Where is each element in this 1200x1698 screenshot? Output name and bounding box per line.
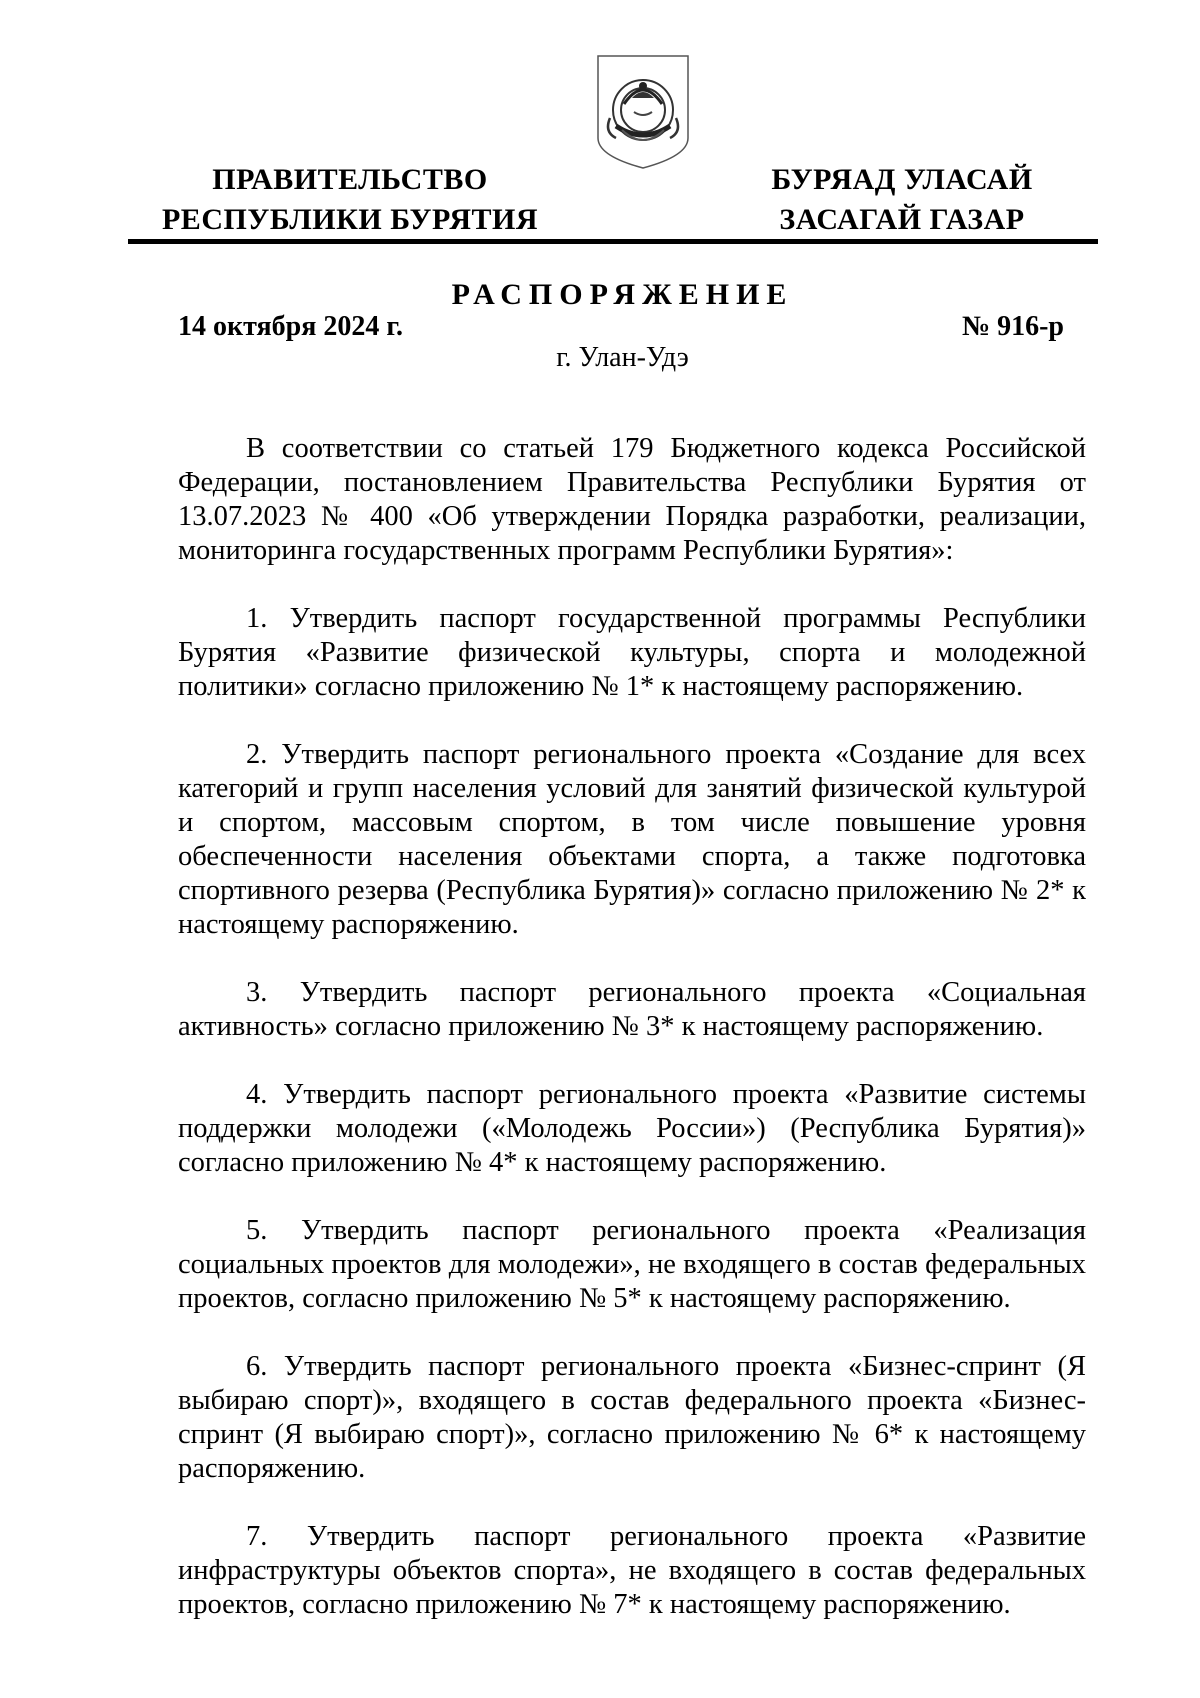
government-name-ru <box>160 160 540 240</box>
government-name-bua-line1: БУРЯАД УЛАСАЙ <box>771 163 1033 196</box>
item-paragraph-5: 5. Утвердить паспорт регионального проекта «Реализация социальных проектов для молодежи», не входящего в состав федеральных проектов, согласно приложению № 5* к настоящему распоряжению. <box>178 1215 1086 1314</box>
preamble-paragraph: В соответствии со статьей 179 Бюджетного кодекса Российской Федерации, постановлением Правительства Республики Бурятия от 13.07.2023 № 400 «Об утверждении Порядка разработки, реализации, мониторинга государственных программ Республики Бурятия»: <box>178 433 1086 566</box>
document-city: г. Улан-Удэ <box>556 342 689 373</box>
document-body <box>178 432 1086 1656</box>
document-title: РАСПОРЯЖЕНИЕ <box>451 278 794 311</box>
document-date: 14 октября 2024 г. <box>178 311 403 342</box>
item-paragraph-2: 2. Утвердить паспорт регионального проекта «Создание для всех категорий и групп населения условий для занятий физической культурой и спортом, массовым спортом, в том числе повышение уровня обеспеченности населения объектами спорта, а также подготовка спортивного резерва (Республика Бурятия)» согласно приложению № 2* к настоящему распоряжению. <box>178 739 1086 940</box>
government-name-ru-line2: РЕСПУБЛИКИ БУРЯТИЯ <box>161 203 539 236</box>
item-paragraph-6: 6. Утвердить паспорт регионального проекта «Бизнес-спринт (Я выбираю спорт)», входящего в состав федерального проекта «Бизнес-спринт (Я выбираю спорт)», согласно приложению № 6* к настоящему распоряжению. <box>178 1351 1086 1484</box>
government-name-ru-line1: ПРАВИТЕЛЬСТВО <box>212 163 488 196</box>
government-name-bua <box>752 160 1052 240</box>
item-paragraph-3: 3. Утвердить паспорт регионального проекта «Социальная активность» согласно приложению № 3* к настоящему распоряжению. <box>178 977 1086 1042</box>
coat-of-arms-icon <box>594 52 692 172</box>
item-paragraph-7: 7. Утвердить паспорт регионального проекта «Развитие инфраструктуры объектов спорта», не входящего в состав федеральных проектов, согласно приложению № 7* к настоящему распоряжению. <box>178 1521 1086 1620</box>
item-paragraph-4: 4. Утвердить паспорт регионального проекта «Развитие системы поддержки молодежи («Молодежь России») (Республика Бурятия)» согласно приложению № 4* к настоящему распоряжению. <box>178 1079 1086 1178</box>
item-paragraph-1: 1. Утвердить паспорт государственной программы Республики Бурятия «Развитие физической культуры, спорта и молодежной политики» согласно приложению № 1* к настоящему распоряжению. <box>178 603 1086 702</box>
government-name-bua-line2: ЗАСАГАЙ ГАЗАР <box>779 203 1025 236</box>
header-divider <box>128 239 1098 244</box>
document-number: № 916-р <box>961 311 1064 342</box>
